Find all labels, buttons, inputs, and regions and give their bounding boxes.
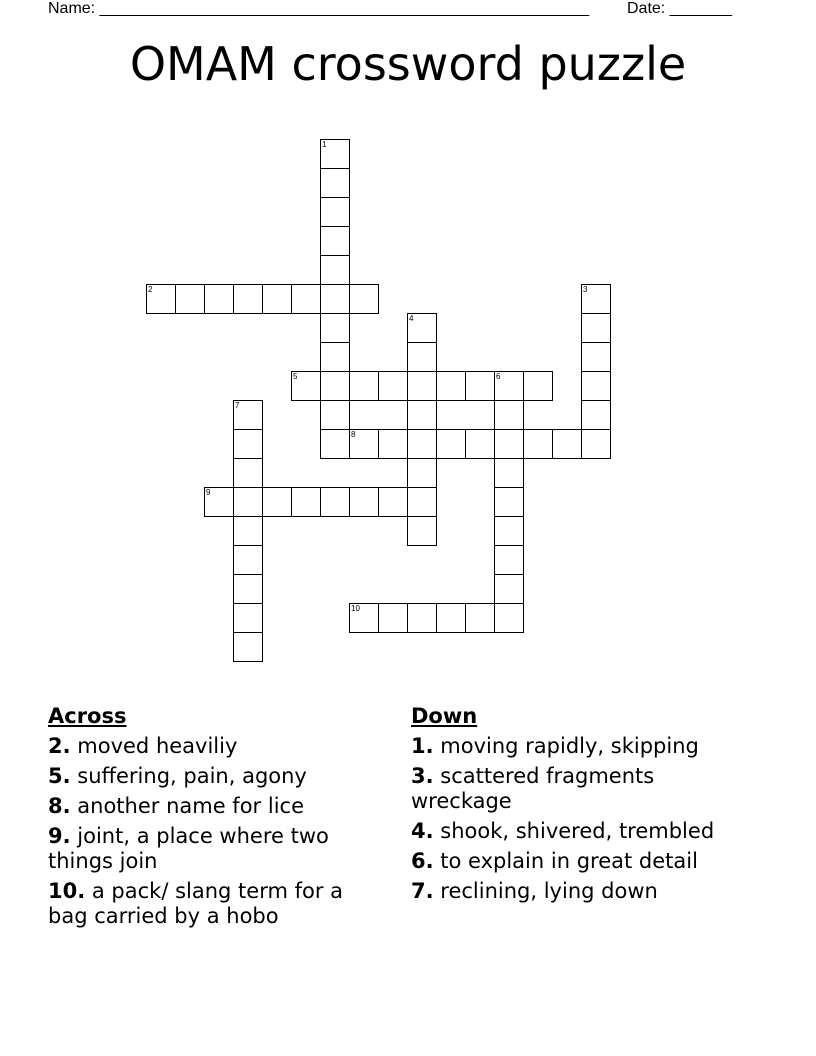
grid-cell — [378, 487, 408, 517]
grid-cell — [494, 545, 524, 575]
grid-cell — [494, 429, 524, 459]
clue-number: 5. — [48, 764, 71, 788]
grid-cell — [407, 603, 437, 633]
grid-cell — [233, 574, 263, 604]
grid-cell — [291, 487, 321, 517]
cell-number: 7 — [235, 401, 240, 410]
grid-cell — [320, 284, 350, 314]
grid-cell — [407, 487, 437, 517]
grid-cell — [523, 371, 553, 401]
cell-number: 6 — [496, 372, 501, 381]
across-clue — [48, 879, 388, 929]
down-clue — [411, 879, 751, 904]
clue-number: 1. — [411, 734, 434, 758]
clue-text: shook, shivered, trembled — [440, 819, 715, 843]
down-clue — [411, 849, 751, 874]
down-clue — [411, 764, 751, 814]
grid-cell — [320, 342, 350, 372]
grid-cell — [581, 371, 611, 401]
grid-cell — [378, 429, 408, 459]
cell-number: 1 — [322, 140, 327, 149]
grid-cell — [581, 400, 611, 430]
grid-cell — [233, 516, 263, 546]
clue-text: to explain in great detail — [440, 849, 698, 873]
grid-cell — [407, 371, 437, 401]
clue-number: 2. — [48, 734, 71, 758]
grid-cell — [204, 284, 234, 314]
clue-number: 6. — [411, 849, 434, 873]
clue-text: moved heaviliy — [77, 734, 238, 758]
grid-cell — [233, 487, 263, 517]
across-clue — [48, 824, 388, 874]
grid-cell — [407, 429, 437, 459]
grid-cell — [262, 487, 292, 517]
cell-number: 8 — [351, 430, 356, 439]
grid-cell — [436, 429, 466, 459]
cell-number: 4 — [409, 314, 414, 323]
grid-cell — [320, 371, 350, 401]
across-clue — [48, 794, 388, 819]
grid-cell — [494, 487, 524, 517]
across-heading: Across — [48, 704, 127, 728]
across-clue — [48, 734, 388, 759]
grid-cell — [233, 545, 263, 575]
grid-cell — [378, 371, 408, 401]
grid-cell — [233, 632, 263, 662]
cell-number: 2 — [148, 285, 153, 294]
clue-text: a pack/ slang term for a bag carried by a hobo — [48, 879, 344, 928]
grid-cell — [436, 371, 466, 401]
grid-cell — [407, 400, 437, 430]
down-clues — [411, 704, 751, 909]
down-clue — [411, 734, 751, 759]
grid-cell — [320, 255, 350, 285]
across-clues — [48, 704, 388, 934]
name-field-label: Name: _______________________________________________________ — [48, 0, 589, 17]
grid-cell — [349, 284, 379, 314]
clue-text: suffering, pain, agony — [77, 764, 307, 788]
grid-cell — [436, 603, 466, 633]
grid-cell — [465, 603, 495, 633]
grid-cell — [552, 429, 582, 459]
clue-text: joint, a place where two things join — [48, 824, 329, 873]
cell-number: 5 — [293, 372, 298, 381]
grid-cell — [233, 458, 263, 488]
cell-number: 10 — [351, 604, 360, 613]
clue-number: 7. — [411, 879, 434, 903]
grid-cell — [465, 429, 495, 459]
grid-cell — [233, 284, 263, 314]
grid-cell — [291, 284, 321, 314]
grid-cell — [378, 603, 408, 633]
grid-cell — [349, 487, 379, 517]
grid-cell — [320, 487, 350, 517]
grid-cell — [320, 197, 350, 227]
clue-number: 3. — [411, 764, 434, 788]
clue-number: 9. — [48, 824, 71, 848]
grid-cell — [320, 400, 350, 430]
grid-cell — [233, 603, 263, 633]
grid-cell — [407, 516, 437, 546]
down-clue — [411, 819, 751, 844]
clue-number: 4. — [411, 819, 434, 843]
grid-cell — [581, 429, 611, 459]
grid-cell — [320, 313, 350, 343]
grid-cell — [407, 342, 437, 372]
clue-text: another name for lice — [77, 794, 304, 818]
clue-number: 10. — [48, 879, 86, 903]
grid-cell — [523, 429, 553, 459]
grid-cell — [494, 458, 524, 488]
grid-cell — [407, 458, 437, 488]
clue-text: scattered fragments wreckage — [411, 764, 655, 813]
grid-cell — [494, 603, 524, 633]
grid-cell — [494, 400, 524, 430]
grid-cell — [320, 168, 350, 198]
clue-number: 8. — [48, 794, 71, 818]
grid-cell — [175, 284, 205, 314]
grid-cell — [581, 342, 611, 372]
down-heading: Down — [411, 704, 478, 728]
grid-cell — [349, 371, 379, 401]
grid-cell — [465, 371, 495, 401]
grid-cell — [494, 574, 524, 604]
date-field-label: Date: _______ — [627, 0, 732, 17]
grid-cell — [320, 226, 350, 256]
clue-text: reclining, lying down — [440, 879, 658, 903]
cell-number: 3 — [583, 285, 588, 294]
grid-cell — [494, 516, 524, 546]
grid-cell — [320, 429, 350, 459]
grid-cell — [581, 313, 611, 343]
grid-cell — [262, 284, 292, 314]
cell-number: 9 — [206, 488, 211, 497]
clue-text: moving rapidly, skipping — [440, 734, 699, 758]
page-title: OMAM crossword puzzle — [129, 37, 687, 91]
grid-cell — [233, 429, 263, 459]
across-clue — [48, 764, 388, 789]
